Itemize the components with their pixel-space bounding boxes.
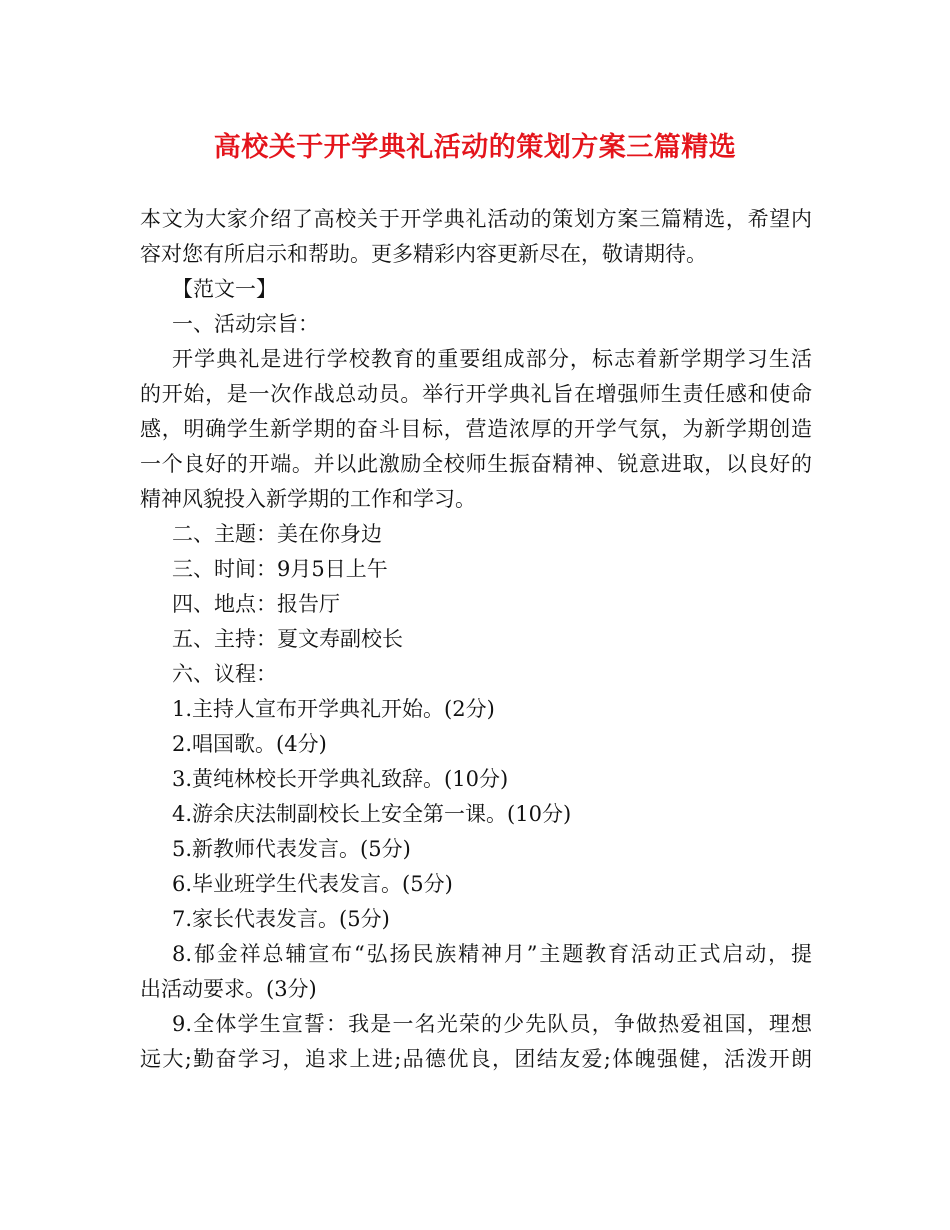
text-line: 感，明确学生新学期的奋斗目标，营造浓厚的开学气氛，为新学期创造 bbox=[140, 417, 812, 441]
text-line: 6.毕业班学生代表发言。(5分) bbox=[172, 872, 453, 896]
text-line: 8.郁金祥总辅宣布“弘扬民族精神月”主题教育活动正式启动，提 bbox=[172, 942, 812, 966]
text-line: 开学典礼是进行学校教育的重要组成部分，标志着新学期学习生活 bbox=[172, 347, 812, 371]
text-line: 二、主题：美在你身边 bbox=[172, 522, 382, 546]
text-line: 1.主持人宣布开学典礼开始。(2分) bbox=[172, 697, 495, 721]
text-line: 9.全体学生宣誓：我是一名光荣的少先队员，争做热爱祖国，理想 bbox=[172, 1012, 812, 1036]
text-line: 四、地点：报告厅 bbox=[172, 592, 340, 616]
text-line: 一、活动宗旨： bbox=[172, 312, 319, 336]
text-line: 五、主持：夏文寿副校长 bbox=[172, 627, 403, 651]
text-line: 容对您有所启示和帮助。更多精彩内容更新尽在，敬请期待。 bbox=[140, 242, 707, 266]
document-body bbox=[140, 202, 812, 1077]
text-line: 3.黄纯林校长开学典礼致辞。(10分) bbox=[172, 767, 509, 791]
text-line: 一个良好的开端。并以此激励全校师生振奋精神、锐意进取，以良好的 bbox=[140, 452, 812, 476]
text-line: 的开始，是一次作战总动员。举行开学典礼旨在增强师生责任感和使命 bbox=[140, 382, 812, 406]
text-line: 4.游余庆法制副校长上安全第一课。(10分) bbox=[172, 802, 572, 826]
text-line: 【范文一】 bbox=[172, 277, 277, 301]
document-title: 高校关于开学典礼活动的策划方案三篇精选 bbox=[213, 132, 737, 163]
text-line: 精神风貌投入新学期的工作和学习。 bbox=[140, 487, 476, 511]
text-line: 2.唱国歌。(4分) bbox=[172, 732, 327, 756]
text-line: 7.家长代表发言。(5分) bbox=[172, 907, 390, 931]
text-line: 远大;勤奋学习，追求上进;品德优良，团结友爱;体魄强健，活泼开朗 bbox=[140, 1047, 812, 1071]
text-line: 三、时间：9月5日上午 bbox=[172, 557, 388, 581]
text-line: 六、议程： bbox=[172, 662, 277, 686]
text-line: 5.新教师代表发言。(5分) bbox=[172, 837, 411, 861]
text-line: 出活动要求。(3分) bbox=[140, 977, 317, 1001]
text-line: 本文为大家介绍了高校关于开学典礼活动的策划方案三篇精选，希望内 bbox=[140, 207, 812, 231]
